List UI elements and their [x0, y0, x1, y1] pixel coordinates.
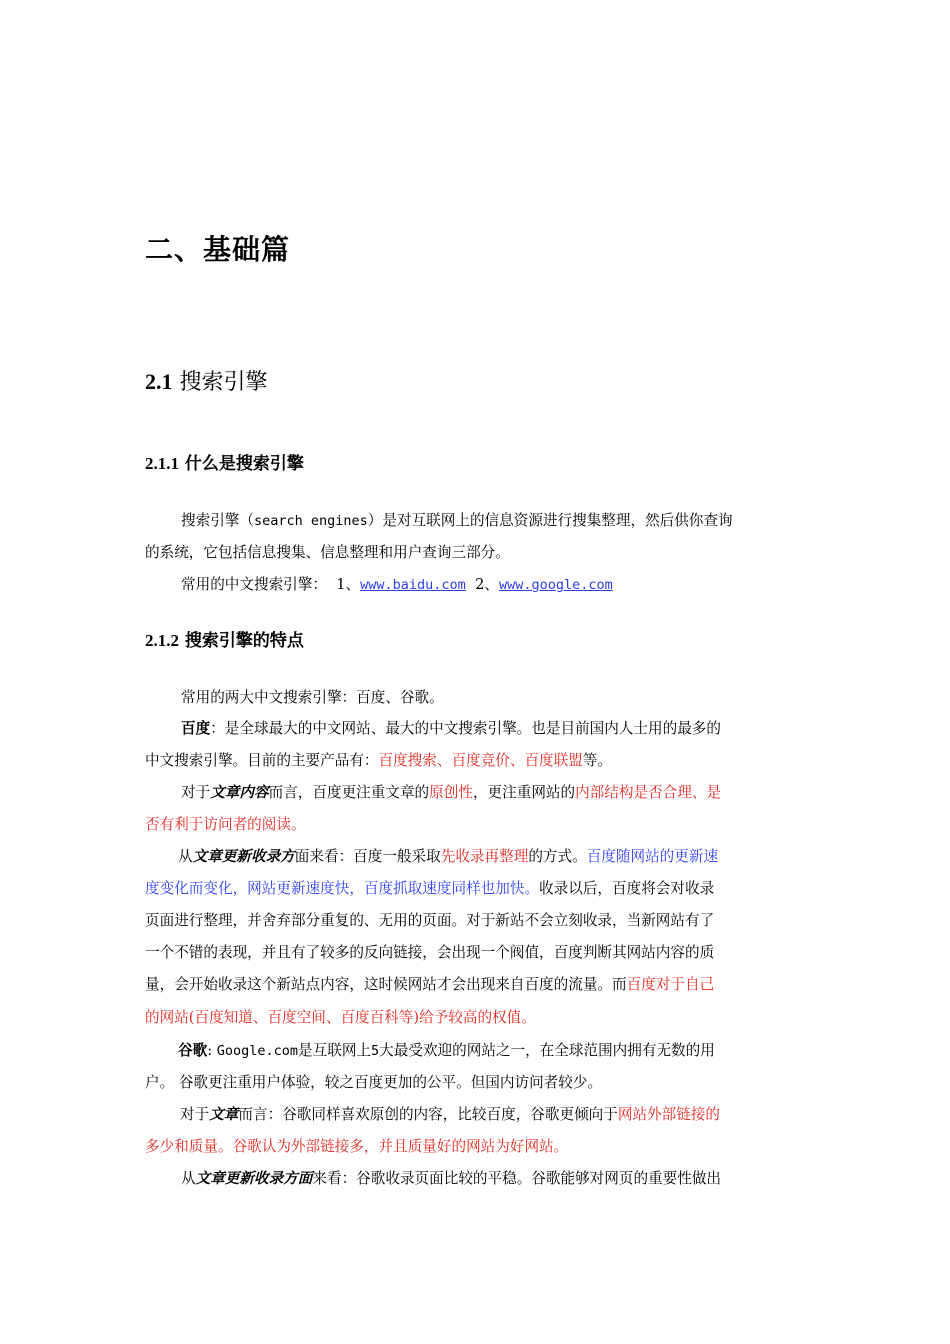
paragraph-line [145, 751, 810, 771]
text-run: 百度对于自己 [626, 976, 715, 993]
text-run: 而言：谷歌同样喜欢原创的内容，比较百度，谷歌更倾向于 [238, 1106, 618, 1123]
subsection-number: 2.1.1 [145, 454, 179, 473]
text-run: 百度搜索、百度竞价、百度联盟 [378, 752, 583, 769]
paragraph-line [181, 783, 811, 803]
text-run: Google.com [216, 1043, 299, 1059]
text-run: 从 [178, 848, 193, 865]
paragraph-line: 多少和质量。谷歌认为外部链接多，并且质量好的网站为好网站。 [145, 1138, 569, 1155]
section-title: 搜索引擎 [179, 370, 268, 395]
section-heading [145, 365, 268, 396]
text-run: 的方式。 [528, 848, 587, 865]
paragraph-line [180, 1105, 845, 1125]
text-run: 文章 [209, 1106, 239, 1123]
subsection-number: 2.1.2 [145, 631, 179, 650]
paragraph-line: 的网站(百度知道、百度空间、百度百科等)给予较高的权值。 [145, 1009, 536, 1026]
text-run: 搜索引擎（ [181, 512, 254, 529]
paragraph-line [178, 1041, 843, 1061]
text-run: ）是对互联网上的信息资源进行搜集整理，然后供你查询 [367, 512, 733, 529]
text-run: 百度 [181, 720, 211, 737]
subsection-heading-2-1-2 [145, 626, 304, 651]
paragraph-line: 否有利于访问者的阅读。 [145, 816, 306, 833]
text-run: 文章内容 [210, 784, 269, 801]
baidu-link[interactable]: www.baidu.com [360, 577, 466, 593]
text-run: : [207, 1042, 217, 1059]
paragraph-line [145, 975, 810, 995]
chapter-title: 二、基础篇 [145, 233, 291, 266]
subsection-heading-2-1-1 [145, 449, 304, 474]
paragraph-line: 常用的两大中文搜索引擎：百度、谷歌。 [181, 689, 444, 706]
text-run: search engines [253, 513, 368, 529]
paragraph-line: 的系统，它包括信息搜集、信息整理和用户查询三部分。 [145, 544, 510, 561]
text-run: 网站外部链接的 [617, 1106, 721, 1123]
subsection-title: 搜索引擎的特点 [184, 631, 304, 651]
text-run: 等。 [582, 752, 613, 769]
text-run: 内部结构是否合理、是 [575, 784, 722, 801]
paragraph-line [181, 1169, 846, 1189]
subsection-title: 什么是搜索引擎 [184, 454, 304, 474]
google-link[interactable]: www.google.com [498, 577, 613, 593]
text-run: 大最受欢迎的网站之一，在全球范围内拥有无数的用 [379, 1042, 715, 1059]
text-run: 度变化而变化，网站更新速度快，百度抓取速度同样也加快。 [145, 880, 540, 897]
paragraph-line [181, 511, 811, 531]
text-run: 原创性 [429, 784, 473, 801]
paragraph-line: 页面进行整理，并舍弃部分重复的、无用的页面。对于新站不会立刻收录，当新网站有了 [145, 912, 715, 929]
text-run: 文章更新收录方 [192, 848, 295, 865]
text-run: 5 [371, 1043, 380, 1059]
section-number: 2.1 [145, 369, 173, 394]
text-run: 常用的中文搜索引擎： [181, 576, 327, 593]
text-run: 面来看：百度一般采取 [294, 848, 441, 865]
text-run: 收录以后，百度将会对收录 [539, 880, 715, 897]
paragraph-line: 一个不错的表现，并且有了较多的反向链接，会出现一个阀值，百度判断其网站内容的质 [145, 944, 715, 961]
text-run: 是互联网上 [298, 1042, 372, 1059]
text-run: 谷歌 [178, 1042, 208, 1059]
text-run: 中文搜索引擎。目前的主要产品有： [145, 752, 379, 769]
text-run: ，更注重网站的 [472, 784, 576, 801]
text-run: 1、 [336, 576, 361, 593]
text-run: 而言，百度更注重文章的 [268, 784, 430, 801]
text-run: ：是全球最大的中文网站、最大的中文搜索引擎。也是目前国内人士用的最多的 [210, 720, 721, 737]
text-run: 对于 [181, 784, 211, 801]
text-run: 从 [181, 1170, 196, 1187]
text-run: 2、 [475, 576, 499, 593]
paragraph-line [178, 847, 843, 867]
text-run: 文章更新收录方面 [195, 1170, 313, 1187]
text-run: 量，会开始收录这个新站点内容，这时候网站才会出现来自百度的流量。而 [145, 976, 627, 993]
text-run: 对于 [180, 1106, 210, 1123]
paragraph-line: 户。 谷歌更注重用户体验，较之百度更加的公平。但国内访问者较少。 [145, 1074, 603, 1091]
text-run: 来看：谷歌收录页面比较的平稳。谷歌能够对网页的重要性做出 [312, 1170, 722, 1187]
text-run: 百度随网站的更新速 [586, 848, 719, 865]
paragraph-line [181, 575, 811, 595]
paragraph-line [181, 719, 811, 739]
paragraph-line [145, 879, 810, 899]
text-run: 先收录再整理 [440, 848, 529, 865]
